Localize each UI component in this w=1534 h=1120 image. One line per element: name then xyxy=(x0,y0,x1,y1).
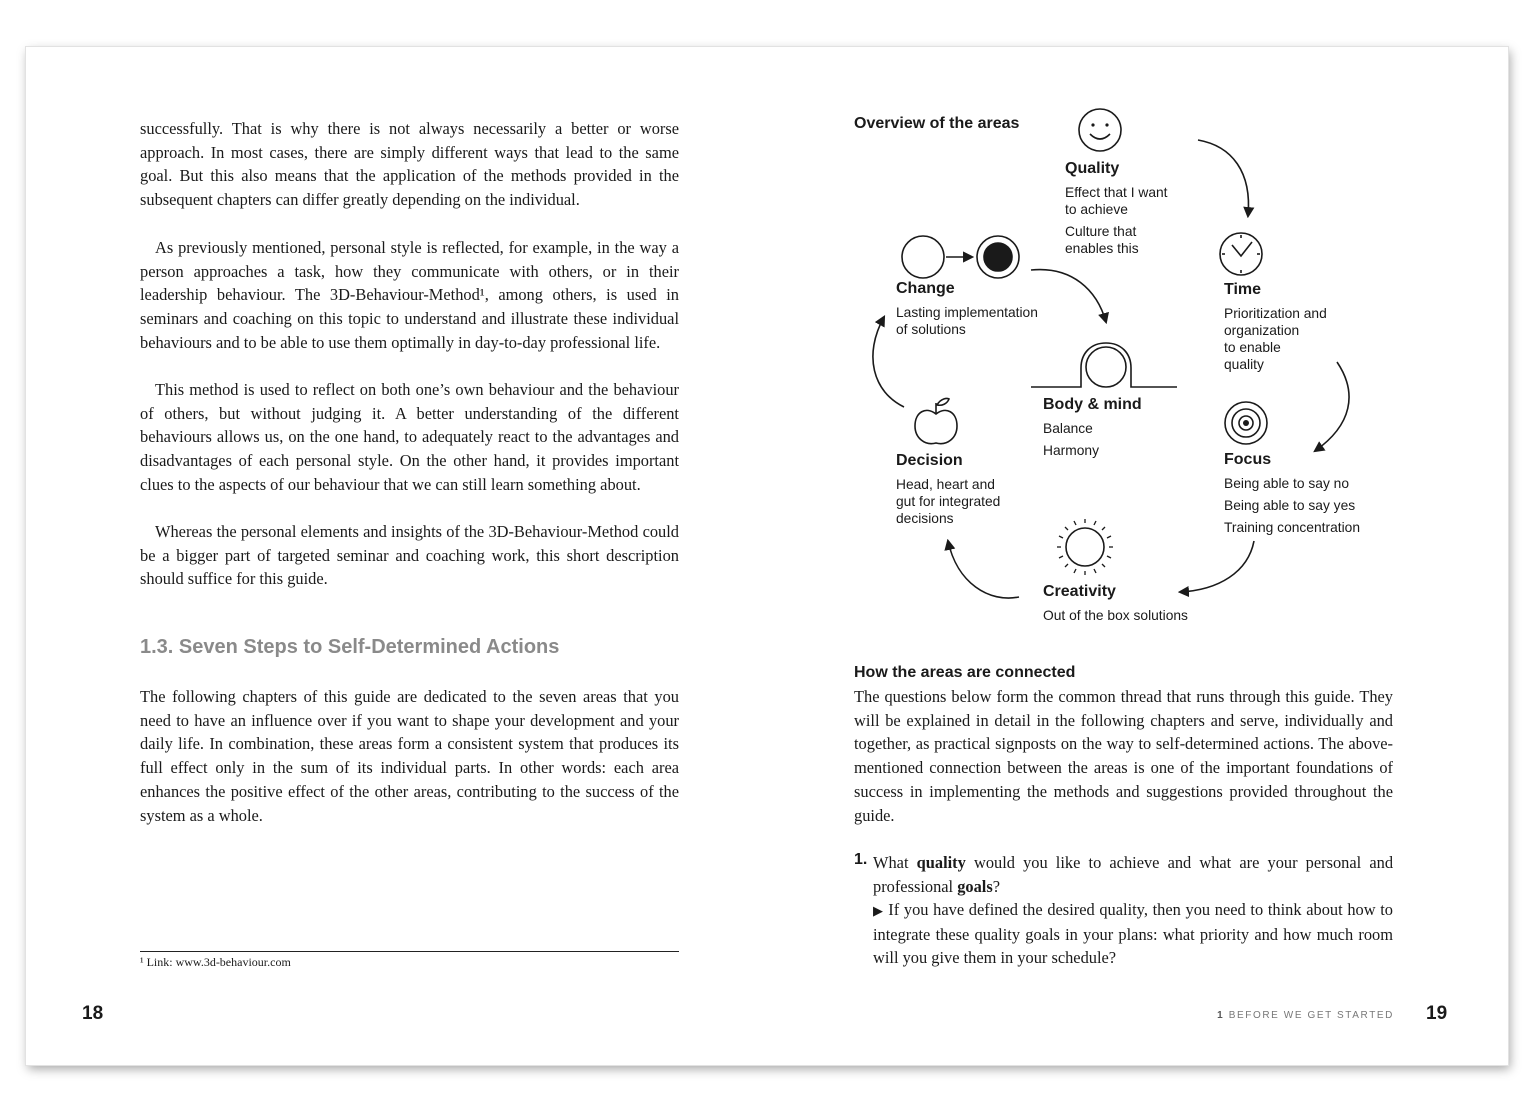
body-paragraph: This method is used to reflect on both one’s own behaviour and the behaviour of others, but without judging it. A better understanding of the different behaviours allows us, on the one hand, to adequately react to the advantages and disadvantages of each personal style. On the other hand, it provides important clues to the aspects of our behaviour that we can still learn something about. xyxy=(140,380,679,494)
body-paragraph: successfully. That is why there is not always necessarily a better or worse approach. In most cases, there are simply different ways that lead to the same goal. But this also means that the application of the methods provided in the subsequent chapters can differ greatly depending on the individual. xyxy=(140,119,679,210)
area-desc-line: decisions xyxy=(896,511,954,526)
question-text: What xyxy=(873,853,917,872)
running-head-title: BEFORE WE GET STARTED xyxy=(1228,1010,1394,1021)
section-heading: 1.3. Seven Steps to Self-Determined Actions xyxy=(140,636,560,658)
page-number-left: 18 xyxy=(82,1003,104,1024)
balance-hill-icon xyxy=(1031,343,1177,387)
area-desc-line: Balance xyxy=(1043,421,1093,436)
page-number-right: 19 xyxy=(1426,1003,1448,1024)
question-bold-goals: goals xyxy=(957,876,993,896)
area-title-quality: Quality xyxy=(1065,160,1120,177)
area-title-creativity: Creativity xyxy=(1043,583,1116,600)
area-desc-line: quality xyxy=(1224,357,1264,372)
question-text: ? xyxy=(992,876,1001,896)
list-item-question xyxy=(873,851,1393,898)
area-desc-line: Prioritization and xyxy=(1224,306,1327,321)
followup-text: If you have defined the desired quality, then you need to think about how to integrate these quality goals in your plans: what priority and how much room will you give them in your schedule? xyxy=(873,900,1394,968)
question-text: would you like to achieve and what are your personal and professional xyxy=(873,853,1394,896)
area-desc-line: Effect that I want xyxy=(1065,185,1168,200)
body-paragraph: Whereas the personal elements and insights of the 3D-Behaviour-Method could be a bigger part of targeted seminar and coaching work, this short description should suffice for this guide. xyxy=(140,522,679,589)
running-head-chapter: 1 xyxy=(1217,1010,1225,1021)
area-desc-line: Harmony xyxy=(1043,443,1099,458)
area-desc-line: Being able to say yes xyxy=(1224,498,1356,513)
smiley-icon xyxy=(1079,109,1121,151)
footnote: ¹ Link: www.3d-behaviour.com xyxy=(140,955,291,969)
apple-icon xyxy=(915,399,957,444)
area-title-change: Change xyxy=(896,280,955,297)
area-title-time: Time xyxy=(1224,281,1262,298)
area-desc-line: enables this xyxy=(1065,241,1139,256)
area-desc-line: to achieve xyxy=(1065,202,1128,217)
list-item-followup xyxy=(873,898,1393,970)
area-title-decision: Decision xyxy=(896,452,963,469)
running-head xyxy=(1217,1010,1394,1021)
area-title-body-mind: Body & mind xyxy=(1043,396,1142,413)
section-paragraph: The following chapters of this guide are dedicated to the seven areas that you need to have an influence over if you want to shape your development and your daily life. In combination, these areas form a consistent system that produces its full effect only in the sum of its individual parts. In other words: each area enhances the positive effect of the other areas, contributing to the success of the system as a whole. xyxy=(140,687,679,825)
area-title-focus: Focus xyxy=(1224,451,1272,468)
area-desc-line: organization xyxy=(1224,323,1300,338)
area-desc-line: of solutions xyxy=(896,322,966,337)
area-desc-line: Culture that xyxy=(1065,224,1137,239)
body-paragraph: As previously mentioned, personal style is reflected, for example, in the way a person approaches a task, how they communicate with others, or in their leadership behaviour. The 3D-Behaviour-Method¹, among others, is used in seminars and coaching on this topic to understand and illustrate these individual behaviours and to be able to use them optimally in day-to-day professional life. xyxy=(140,238,679,352)
area-desc-line: Training concentration xyxy=(1224,520,1361,535)
sun-icon xyxy=(1057,519,1113,575)
connection-heading: How the areas are connected xyxy=(854,664,1076,681)
diagram-title: Overview of the areas xyxy=(854,115,1020,132)
area-desc-line: Being able to say no xyxy=(1224,476,1350,491)
area-desc-line: gut for integrated xyxy=(896,494,1001,509)
area-desc-line: Lasting implementation xyxy=(896,305,1038,320)
target-icon xyxy=(1225,402,1267,444)
list-item-number: 1. xyxy=(854,851,868,868)
triangle-bullet-icon: ▶ xyxy=(873,903,884,918)
area-desc-line: to enable xyxy=(1224,340,1281,355)
area-desc-line: Head, heart and xyxy=(896,477,995,492)
question-bold-quality: quality xyxy=(916,853,966,872)
circle-to-filled-circle-icon xyxy=(902,236,1019,278)
clock-icon xyxy=(1220,233,1262,275)
area-desc-line: Out of the box solutions xyxy=(1043,608,1188,623)
connection-paragraph: The questions below form the common thread that runs through this guide. They will be explained in detail in the following chapters and serve, individually and together, as practical signposts on the way to self-determined actions. The above-mentioned connection between the areas is one of the important foundations of success in implementing the methods and suggestions provided throughout the guide. xyxy=(854,687,1393,825)
